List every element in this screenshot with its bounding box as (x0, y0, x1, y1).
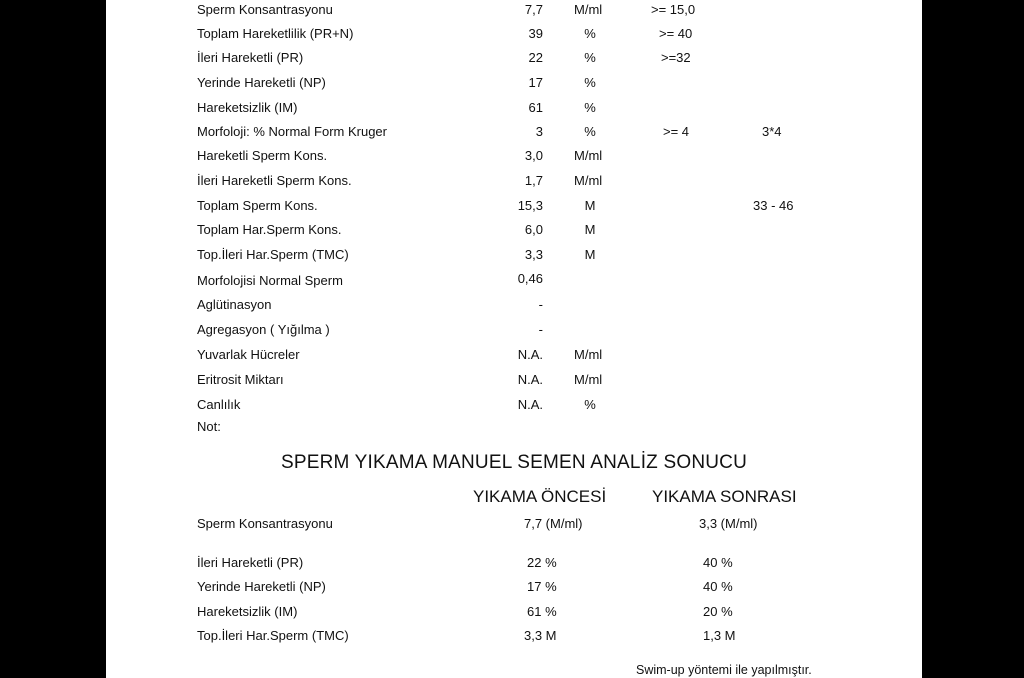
report-page (106, 0, 922, 678)
result-label: Yuvarlak Hücreler (197, 347, 300, 362)
result-unit: M/ml (574, 173, 603, 188)
wash-label: İleri Hareketli (PR) (197, 555, 304, 570)
wash-before-value: 22 % (527, 555, 557, 570)
wash-after-value: 20 % (703, 604, 733, 619)
result-unit: % (584, 124, 596, 139)
result-unit: M (584, 222, 596, 237)
wash-label: Sperm Konsantrasyonu (197, 516, 333, 531)
result-reference-extra: 33 - 46 (753, 198, 794, 213)
result-unit: M (584, 198, 596, 213)
result-value: 61 (528, 100, 543, 115)
wash-after-value: 3,3 (M/ml) (699, 516, 758, 531)
wash-after-value: 1,3 M (703, 628, 736, 643)
result-label: Agregasyon ( Yığılma ) (197, 322, 330, 337)
wash-before-value: 61 % (527, 604, 557, 619)
right-black-border (922, 0, 1024, 678)
result-unit: M (584, 247, 596, 262)
result-reference-extra: 3*4 (762, 124, 782, 139)
result-label: İleri Hareketli Sperm Kons. (197, 173, 352, 188)
result-value: N.A. (517, 372, 543, 387)
wash-after-value: 40 % (703, 579, 733, 594)
wash-before-value: 3,3 M (524, 628, 557, 643)
result-reference: >= 4 (663, 124, 690, 139)
result-label: Yerinde Hareketli (NP) (197, 75, 326, 90)
result-label: Aglütinasyon (197, 297, 272, 312)
result-label: Eritrosit Miktarı (197, 372, 284, 387)
wash-label: Hareketsizlik (IM) (197, 604, 298, 619)
result-value: N.A. (517, 397, 543, 412)
result-reference: >=32 (661, 50, 691, 65)
result-label: Morfoloji: % Normal Form Kruger (197, 124, 387, 139)
result-label: Sperm Konsantrasyonu (197, 2, 333, 17)
result-unit: % (584, 26, 596, 41)
result-value: 3,3 (524, 247, 543, 262)
result-label: Canlılık (197, 397, 241, 412)
result-unit: % (584, 50, 596, 65)
after-wash-header: YIKAMA SONRASI (652, 487, 797, 506)
result-value: 6,0 (524, 222, 543, 237)
result-unit: % (584, 100, 596, 115)
result-label: Toplam Har.Sperm Kons. (197, 222, 342, 237)
wash-label: Yerinde Hareketli (NP) (197, 579, 326, 594)
result-value: 7,7 (524, 2, 543, 17)
result-reference: >= 40 (659, 26, 693, 41)
result-value: 3,0 (524, 148, 543, 163)
result-value: 15,3 (517, 198, 543, 213)
result-label: Top.İleri Har.Sperm (TMC) (197, 247, 349, 262)
note-label: Not: (197, 419, 221, 434)
wash-label: Top.İleri Har.Sperm (TMC) (197, 628, 349, 643)
result-value: 17 (528, 75, 543, 90)
wash-before-value: 7,7 (M/ml) (524, 516, 583, 531)
result-value: 1,7 (524, 173, 543, 188)
result-label: İleri Hareketli (PR) (197, 50, 304, 65)
result-value: 22 (528, 50, 543, 65)
result-label: Toplam Hareketlilik (PR+N) (197, 26, 354, 41)
wash-section-title: SPERM YIKAMA MANUEL SEMEN ANALİZ SONUCU (280, 452, 748, 473)
wash-after-value: 40 % (703, 555, 733, 570)
result-unit: % (584, 397, 596, 412)
result-label: Morfolojisi Normal Sperm (197, 273, 343, 288)
result-unit: M/ml (574, 347, 603, 362)
method-note: Swim-up yöntemi ile yapılmıştır. (636, 663, 812, 677)
result-value: 0,46 (517, 271, 543, 286)
wash-before-value: 17 % (527, 579, 557, 594)
result-value: - (538, 297, 543, 312)
left-black-border (0, 0, 106, 678)
result-label: Hareketli Sperm Kons. (197, 148, 328, 163)
result-value: - (538, 322, 543, 337)
before-wash-header: YIKAMA ÖNCESİ (473, 487, 607, 506)
result-unit: % (584, 75, 596, 90)
result-value: 3 (535, 124, 543, 139)
result-label: Hareketsizlik (IM) (197, 100, 298, 115)
result-value: N.A. (517, 347, 543, 362)
result-label: Toplam Sperm Kons. (197, 198, 318, 213)
result-reference: >= 15,0 (651, 2, 696, 17)
result-unit: M/ml (574, 148, 603, 163)
result-unit: M/ml (574, 372, 603, 387)
result-value: 39 (528, 26, 543, 41)
result-unit: M/ml (574, 2, 603, 17)
